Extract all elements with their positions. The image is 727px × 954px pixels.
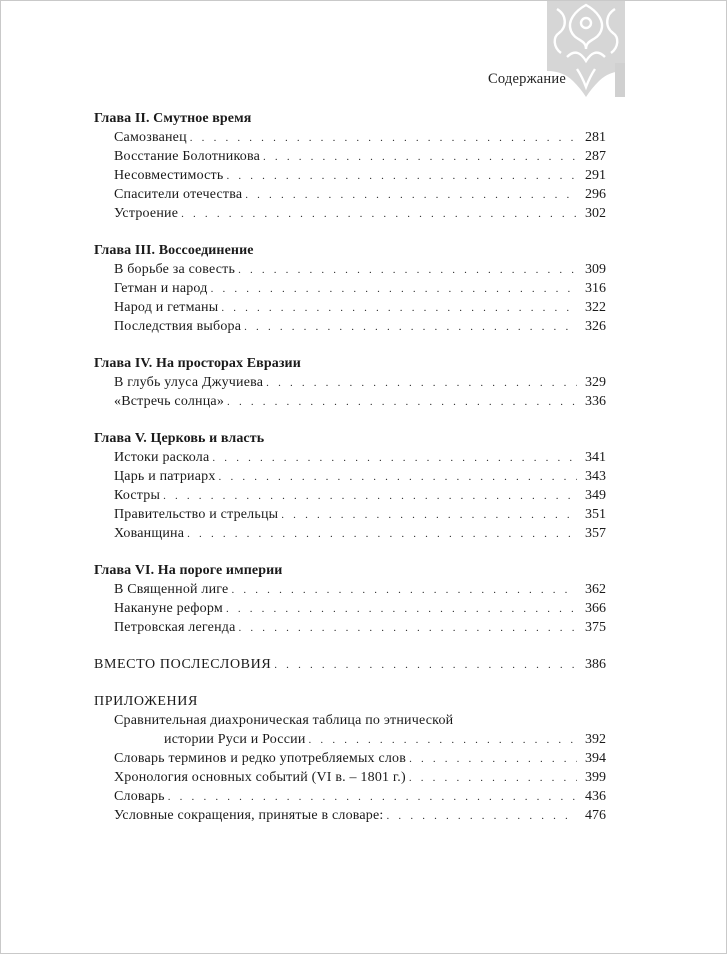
toc-entry [94, 448, 606, 467]
entry-page: 399 [585, 770, 606, 785]
dot-leader [226, 600, 577, 619]
dot-leader [168, 788, 577, 807]
entry-page: 392 [585, 732, 606, 747]
toc-entry [94, 618, 606, 637]
dot-leader [239, 619, 578, 638]
toc-entry [94, 279, 606, 298]
entry-title: Правительство и стрельцы [114, 507, 279, 522]
spacer [94, 637, 606, 655]
entry-page: 296 [585, 187, 606, 202]
entry-page: 362 [585, 582, 606, 597]
toc-entry [94, 317, 606, 336]
dot-leader [309, 731, 577, 750]
entry-page: 357 [585, 526, 606, 541]
toc-entry [94, 166, 606, 185]
entry-title: Условные сокращения, принятые в словаре: [114, 808, 384, 823]
dot-leader [221, 299, 577, 318]
dot-leader [212, 449, 577, 468]
entry-title: Спасители отечества [114, 187, 243, 202]
dot-leader [245, 186, 577, 205]
dot-leader [231, 581, 577, 600]
afterword-title: ВМЕСТО ПОСЛЕСЛОВИЯ [94, 657, 272, 672]
toc-entry [94, 486, 606, 505]
toc-entry [94, 787, 606, 806]
entry-title: Несовместимость [114, 168, 224, 183]
dot-leader [274, 656, 577, 675]
chapter-6 [94, 561, 606, 637]
entry-title: Истоки раскола [114, 450, 210, 465]
entry-page: 341 [585, 450, 606, 465]
entry-title: Словарь терминов и редко употребляемых слов [114, 751, 407, 766]
dot-leader [227, 393, 577, 412]
dot-leader [211, 280, 577, 299]
toc-entry [94, 580, 606, 599]
dot-leader [409, 769, 577, 788]
entry-title: Восстание Болотникова [114, 149, 261, 164]
chapter-heading: Глава III. Воссоединение [94, 243, 254, 258]
dot-leader [181, 205, 577, 224]
toc-entry [94, 524, 606, 543]
chapter-heading: Глава VI. На пороге империи [94, 563, 283, 578]
chapter-heading: Глава V. Церковь и власть [94, 431, 265, 446]
entry-page: 316 [585, 281, 606, 296]
entry-page: 375 [585, 620, 606, 635]
entry-title: Хронология основных событий (VI в. – 1801 г.) [114, 770, 406, 785]
appendices [94, 692, 606, 825]
entry-title: Царь и патриарх [114, 469, 216, 484]
dot-leader [244, 318, 577, 337]
entry-title: Словарь [114, 789, 165, 804]
entry-page: 281 [585, 130, 606, 145]
spacer [94, 411, 606, 429]
toc-entry [94, 185, 606, 204]
chapter-heading: Глава IV. На просторах Евразии [94, 356, 301, 371]
dot-leader [266, 374, 577, 393]
entry-page: 302 [585, 206, 606, 221]
entry-page: 322 [585, 300, 606, 315]
dot-leader [387, 807, 577, 826]
afterword-page: 386 [585, 657, 606, 672]
entry-title: истории Руси и России [164, 732, 306, 747]
entry-title: В борьбе за совесть [114, 262, 236, 277]
spacer [94, 336, 606, 354]
entry-title: Костры [114, 488, 161, 503]
entry-title: Народ и гетманы [114, 300, 219, 315]
entry-title: Петровская легенда [114, 620, 236, 635]
entry-title: Самозванец [114, 130, 187, 145]
entry-title: Хованщина [114, 526, 185, 541]
chapter-5 [94, 429, 606, 543]
entry-page: 326 [585, 319, 606, 334]
toc-entry [94, 260, 606, 279]
spacer [94, 223, 606, 241]
dot-leader [238, 261, 577, 280]
entry-page: 436 [585, 789, 606, 804]
entry-page: 476 [585, 808, 606, 823]
toc-entry [94, 806, 606, 825]
entry-title: Устроение [114, 206, 179, 221]
toc-entry [94, 467, 606, 486]
toc-entry [94, 599, 606, 618]
toc-entry [94, 373, 606, 392]
chapter-heading: Глава II. Смутное время [94, 111, 252, 126]
toc-entry [94, 749, 606, 768]
entry-page: 329 [585, 375, 606, 390]
entry-page: 349 [585, 488, 606, 503]
appendices-heading: ПРИЛОЖЕНИЯ [94, 694, 198, 709]
entry-page: 291 [585, 168, 606, 183]
afterword-entry [94, 655, 606, 674]
entry-title: В глубь улуса Джучиева [114, 375, 264, 390]
toc-entry [94, 147, 606, 166]
entry-title: Гетман и народ [114, 281, 208, 296]
entry-title: «Встречь солнца» [114, 394, 225, 409]
table-of-contents [94, 109, 606, 825]
chapter-2 [94, 109, 606, 223]
chapter-3 [94, 241, 606, 336]
dot-leader [281, 506, 577, 525]
entry-title: Накануне реформ [114, 601, 223, 616]
entry-page: 351 [585, 507, 606, 522]
entry-page: 309 [585, 262, 606, 277]
dot-leader [190, 129, 577, 148]
dot-leader [163, 487, 577, 506]
entry-page: 366 [585, 601, 606, 616]
entry-page: 343 [585, 469, 606, 484]
toc-entry [94, 768, 606, 787]
appendix-title-line: Сравнительная диахроническая таблица по этнической [114, 713, 454, 728]
toc-entry [94, 505, 606, 524]
dot-leader [409, 750, 577, 769]
toc-entry [94, 204, 606, 223]
dot-leader [219, 468, 577, 487]
entry-title: В Священной лиге [114, 582, 229, 597]
dot-leader [263, 148, 577, 167]
entry-page: 394 [585, 751, 606, 766]
entry-page: 336 [585, 394, 606, 409]
toc-entry [94, 298, 606, 317]
spacer [94, 674, 606, 692]
toc-entry [94, 392, 606, 411]
toc-entry [94, 730, 606, 749]
chapter-4 [94, 354, 606, 411]
entry-page: 287 [585, 149, 606, 164]
running-head: Содержание [488, 71, 566, 87]
dot-leader [226, 167, 577, 186]
spacer [94, 543, 606, 561]
entry-title: Последствия выбора [114, 319, 242, 334]
dot-leader [187, 525, 577, 544]
toc-entry [94, 128, 606, 147]
